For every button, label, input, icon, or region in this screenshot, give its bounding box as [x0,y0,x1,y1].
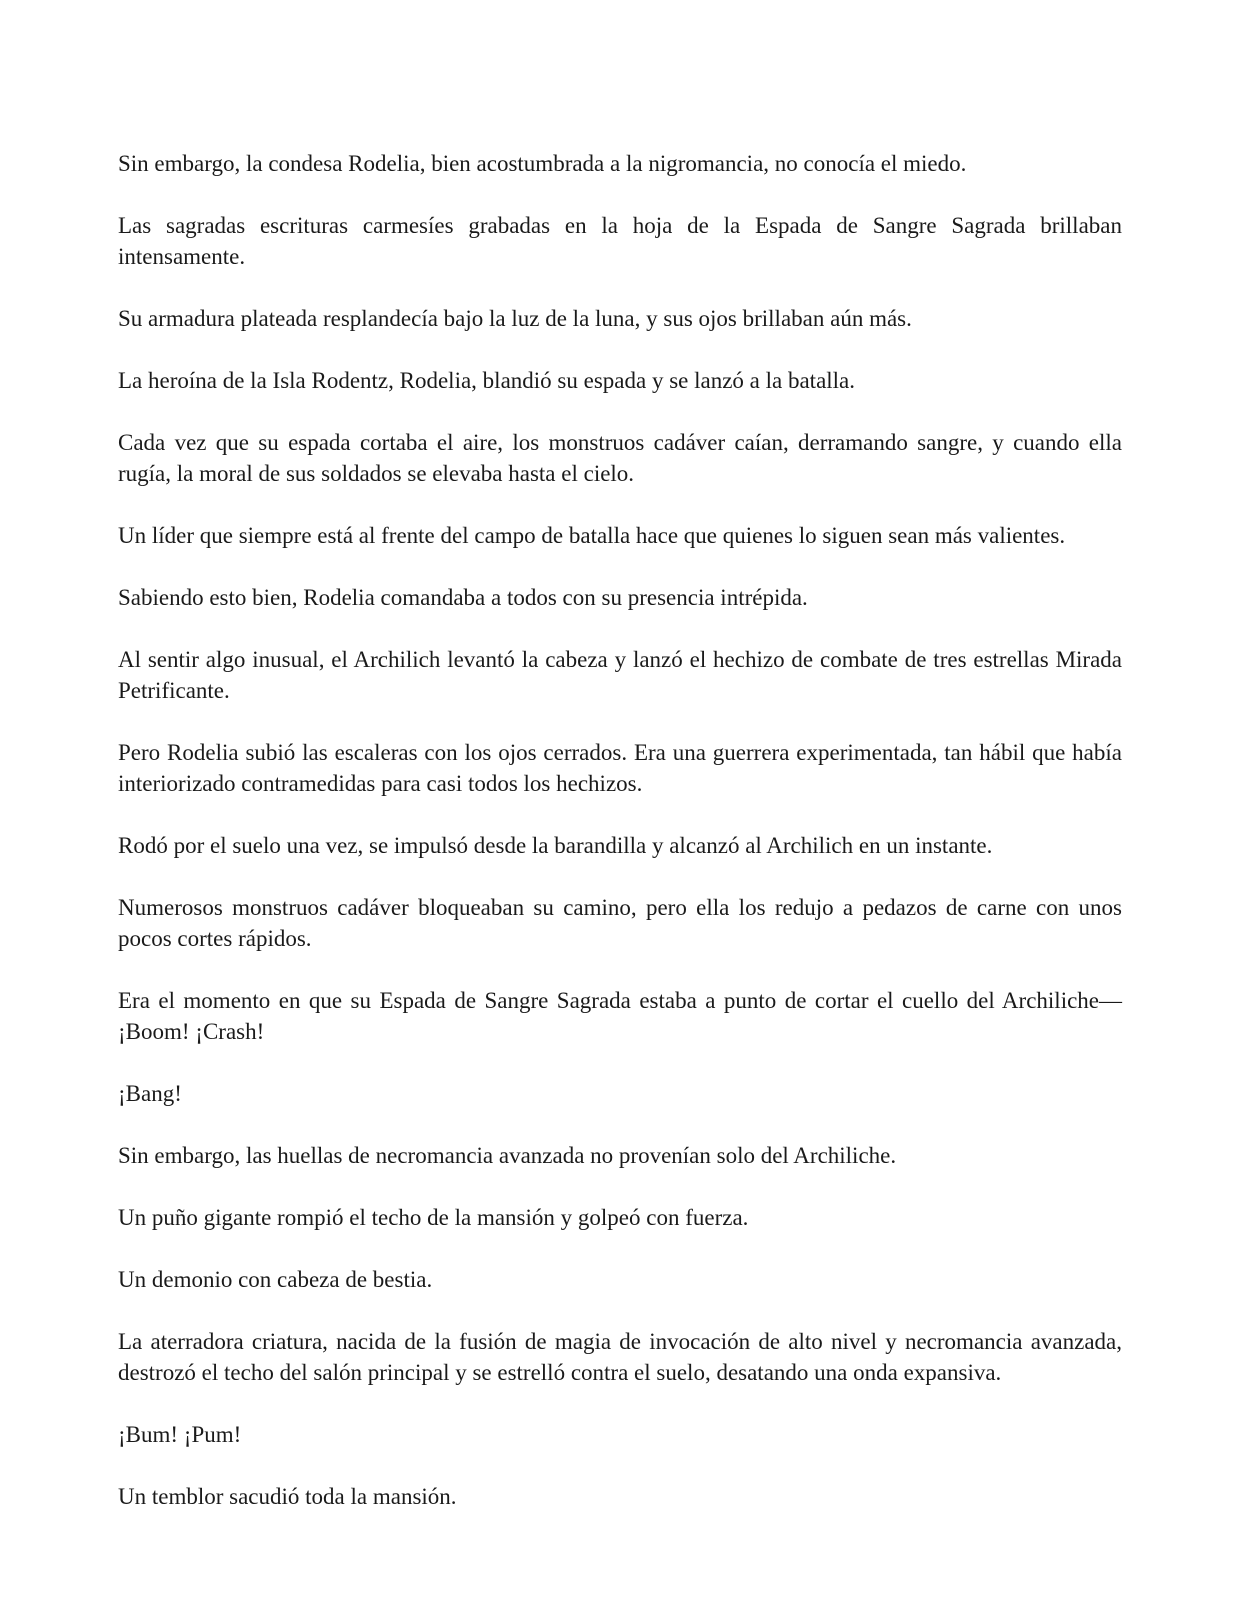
paragraph-17: La aterradora criatura, nacida de la fusión de magia de invocación de alto nivel y necromancia avanzada, destrozó el techo del salón principal y se estrelló contra el suelo, desatando una onda expansiva. [118,1329,1122,1385]
paragraph-18: ¡Bum! ¡Pum! [118,1422,242,1447]
paragraph-16: Un demonio con cabeza de bestia. [118,1267,433,1292]
paragraph-7: Sabiendo esto bien, Rodelia comandaba a todos con su presencia intrépida. [118,585,808,610]
paragraph-11: Numerosos monstruos cadáver bloqueaban su camino, pero ella los redujo a pedazos de carne con unos pocos cortes rápidos. [118,895,1122,951]
paragraph-1: Sin embargo, la condesa Rodelia, bien acostumbrada a la nigromancia, no conocía el miedo. [118,151,967,176]
paragraph-5: Cada vez que su espada cortaba el aire, los monstruos cadáver caían, derramando sangre, y cuando ella rugía, la moral de sus soldados se elevaba hasta el cielo. [118,430,1122,486]
paragraph-8: Al sentir algo inusual, el Archilich levantó la cabeza y lanzó el hechizo de combate de tres estrellas Mirada Petrificante. [118,647,1122,703]
paragraph-13: ¡Bang! [118,1081,182,1106]
paragraph-14: Sin embargo, las huellas de necromancia avanzada no provenían solo del Archiliche. [118,1143,897,1168]
paragraph-2: Las sagradas escrituras carmesíes grabadas en la hoja de la Espada de Sangre Sagrada brillaban intensamente. [118,213,1122,269]
paragraph-10: Rodó por el suelo una vez, se impulsó desde la barandilla y alcanzó al Archilich en un instante. [118,833,993,858]
document-body [118,148,1122,1512]
paragraph-4: La heroína de la Isla Rodentz, Rodelia, blandió su espada y se lanzó a la batalla. [118,368,856,393]
paragraph-6: Un líder que siempre está al frente del campo de batalla hace que quienes lo siguen sean más valientes. [118,523,1066,548]
paragraph-12: Era el momento en que su Espada de Sangre Sagrada estaba a punto de cortar el cuello del Archiliche— ¡Boom! ¡Crash! [118,988,1122,1044]
paragraph-15: Un puño gigante rompió el techo de la mansión y golpeó con fuerza. [118,1205,749,1230]
paragraph-9: Pero Rodelia subió las escaleras con los ojos cerrados. Era una guerrera experimentada, tan hábil que había interiorizado contramedidas para casi todos los hechizos. [118,740,1122,796]
paragraph-3: Su armadura plateada resplandecía bajo la luz de la luna, y sus ojos brillaban aún más. [118,306,912,331]
paragraph-19: Un temblor sacudió toda la mansión. [118,1484,457,1509]
